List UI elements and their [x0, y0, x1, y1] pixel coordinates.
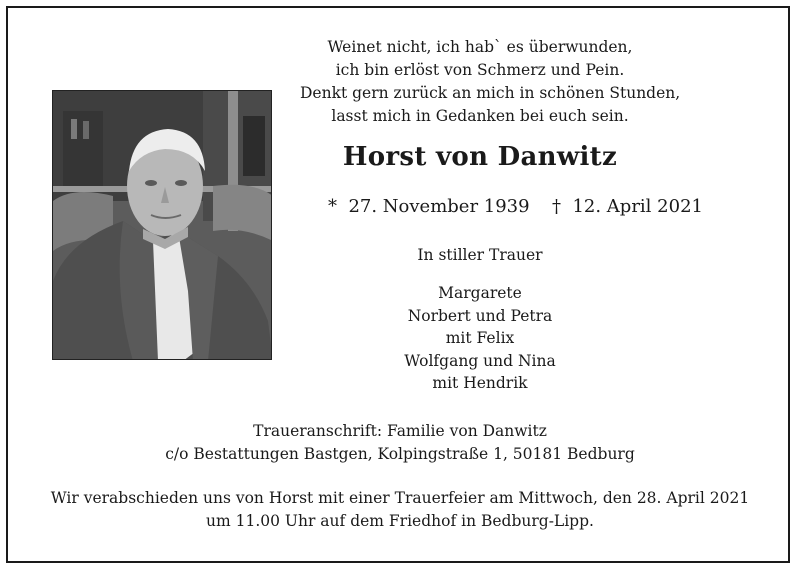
ceremony-line: um 11.00 Uhr auf dem Friedhof in Bedburg-Lipp.	[206, 512, 594, 530]
death-date-group	[552, 196, 703, 217]
birth-date: 27. November 1939	[348, 196, 530, 217]
family-member: mit Felix	[445, 329, 515, 347]
death-date: 12. April 2021	[572, 196, 703, 217]
poem-line: Weinet nicht, ich hab` es überwunden,	[327, 38, 633, 56]
family-member: Margarete	[438, 284, 522, 302]
family-member: Norbert und Petra	[407, 306, 553, 325]
poem-line: Denkt gern zurück an mich in schönen Stunden,	[300, 84, 681, 102]
poem-line: ich bin erlöst von Schmerz und Pein.	[335, 61, 625, 79]
address-line: c/o Bestattungen Bastgen, Kolpingstraße 1, 50181 Bedburg	[165, 445, 635, 463]
ceremony-info	[0, 487, 800, 533]
mourning-address	[0, 420, 800, 466]
cross-icon: †	[552, 196, 561, 217]
mourning-heading: In stiller Trauer	[417, 246, 543, 264]
address-line: Traueranschrift: Familie von Danwitz	[253, 422, 547, 440]
family-list	[300, 282, 660, 395]
life-dates	[300, 196, 703, 224]
ceremony-line: Wir verabschieden uns von Horst mit einer Trauerfeier am Mittwoch, den 28. April 2021	[50, 489, 750, 507]
deceased-name: Horst von Danwitz	[342, 142, 618, 172]
memorial-poem	[300, 36, 681, 128]
poem-line: lasst mich in Gedanken bei euch sein.	[331, 107, 629, 125]
birth-date-group	[328, 196, 530, 217]
family-member: mit Hendrik	[432, 374, 528, 392]
portrait-photo	[52, 90, 272, 360]
birth-star-icon: *	[328, 196, 337, 217]
family-member: Wolfgang und Nina	[404, 351, 556, 370]
